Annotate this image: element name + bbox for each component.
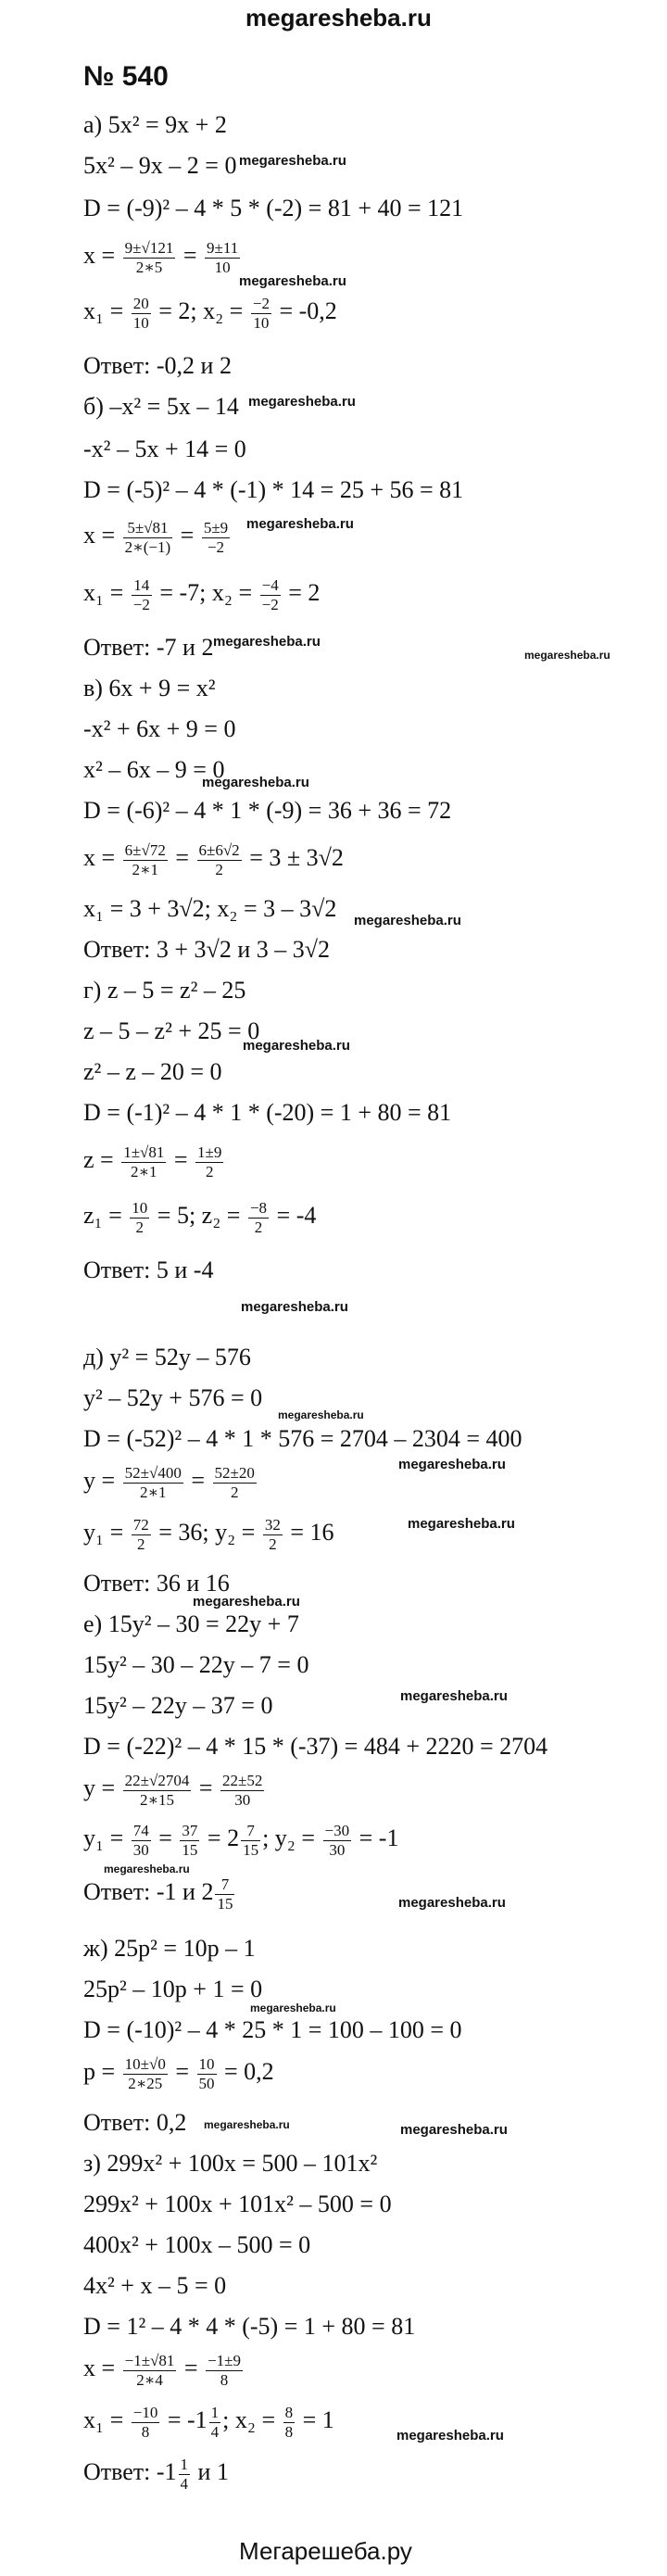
watermark: megaresheba.ru	[193, 1594, 300, 1610]
fraction: $\frac{52\pm√400}{2∗1}$	[124, 1464, 182, 1501]
z-answer: Ответ: -1 $\frac{1}{4}$ и 1	[83, 2456, 229, 2493]
g-line-5: z = $\frac{1\pm√81}{2∗1}$ = $\frac{1\pm 9}{2}$	[83, 1143, 222, 1181]
site-footer[interactable]: Мегарешеба.ру	[239, 2537, 412, 2565]
b-answer: Ответ: -7 и 2	[83, 634, 214, 661]
watermark: megaresheba.ru	[243, 1038, 350, 1054]
fraction: $\frac{9\pm√121}{2∗5}$	[124, 239, 174, 276]
zh-line-2: 25p² – 10p + 1 = 0	[83, 1976, 263, 2002]
zh-line-1: ж) 25p² = 10p – 1	[83, 1935, 256, 1962]
fraction: $\frac{22\pm√2704}{2∗15}$	[124, 1772, 190, 1809]
watermark: megaresheba.ru	[239, 273, 346, 289]
watermark: megaresheba.ru	[250, 2001, 336, 2014]
g-line-6: z₁ = $\frac{10}{2}$ = 5; z₂ = $\frac{-8}{2}$ = -4	[83, 1199, 317, 1236]
fraction: $\frac{6\pm√72}{2∗1}$	[124, 841, 166, 878]
site-header[interactable]: megaresheba.ru	[245, 4, 432, 32]
fraction: $\frac{9\pm 11}{10}$	[207, 239, 239, 276]
fraction: $\frac{1\pm√81}{2∗1}$	[123, 1143, 165, 1181]
zh-line-3: D = (-10)² – 4 * 25 * 1 = 100 – 100 = 0	[83, 2016, 462, 2043]
z-line-2: 299x² + 100x + 101x² – 500 = 0	[83, 2191, 392, 2217]
fraction: $\frac{72}{2}$	[132, 1516, 149, 1553]
d-answer: Ответ: 36 и 16	[83, 1570, 230, 1597]
fraction: $\frac{10}{2}$	[132, 1199, 148, 1236]
v-answer: Ответ: 3 + 3√2 и 3 – 3√2	[83, 936, 331, 963]
d-line-2: y² – 52y + 576 = 0	[83, 1384, 263, 1411]
e-answer: Ответ: -1 и 2 $\frac{7}{15}$	[83, 1875, 233, 1913]
watermark: megaresheba.ru	[398, 1457, 506, 1472]
a-line-1: а) 5x² = 9x + 2	[83, 111, 227, 138]
fraction: $\frac{-10}{8}$	[132, 2404, 158, 2441]
fraction: $\frac{74}{30}$	[132, 1822, 149, 1859]
fraction: $\frac{5\pm 9}{-2}$	[203, 519, 229, 556]
fraction: $\frac{37}{15}$	[182, 1822, 198, 1859]
zh-line-4: p = $\frac{10\pm√0}{2∗25}$ = $\frac{10}{50}$ = 0,2	[83, 2055, 274, 2092]
a-line-3: D = (-9)² – 4 * 5 * (-2) = 81 + 40 = 121	[83, 195, 464, 221]
fraction: $\frac{-30}{30}$	[324, 1822, 350, 1859]
fraction: $\frac{1}{4}$	[210, 2404, 220, 2441]
fraction: $\frac{20}{10}$	[132, 295, 149, 332]
v-line-4: D = (-6)² – 4 * 1 * (-9) = 36 + 36 = 72	[83, 797, 452, 824]
z-line-3: 400x² + 100x – 500 = 0	[83, 2231, 311, 2258]
b-line-3: D = (-5)² – 4 * (-1) * 14 = 25 + 56 = 81	[83, 476, 464, 503]
z-line-4: 4x² + x – 5 = 0	[83, 2272, 227, 2299]
z-line-6: x = $\frac{-1\pm√81}{2∗4}$ = $\frac{-1\pm 9}{8}$	[83, 2352, 242, 2389]
v-line-1: в) 6x + 9 = x²	[83, 675, 216, 701]
fraction: $\frac{-1\pm√81}{2∗4}$	[124, 2352, 175, 2389]
watermark: megaresheba.ru	[239, 153, 346, 169]
b-line-5: x₁ = $\frac{14}{-2}$ = -7; x₂ = $\frac{-4}{-2}$ = 2	[83, 576, 321, 613]
d-line-3: D = (-52)² – 4 * 1 * 576 = 2704 – 2304 = 400	[83, 1425, 522, 1452]
watermark: megaresheba.ru	[278, 1408, 364, 1421]
fraction: $\frac{22\pm 52}{30}$	[222, 1772, 263, 1809]
fraction: $\frac{-8}{2}$	[249, 1199, 268, 1236]
fraction: $\frac{10}{50}$	[198, 2055, 215, 2092]
fraction: $\frac{14}{-2}$	[132, 576, 150, 613]
a-line-2: 5x² – 9x – 2 = 0	[83, 152, 237, 179]
watermark: megaresheba.ru	[354, 913, 461, 928]
e-line-4: D = (-22)² – 4 * 15 * (-37) = 484 + 2220 = 2704	[83, 1733, 548, 1760]
watermark: megaresheba.ru	[213, 634, 321, 650]
z-line-5: D = 1² – 4 * 4 * (-5) = 1 + 80 = 81	[83, 2313, 416, 2340]
fraction: $\frac{7}{15}$	[243, 1822, 259, 1859]
e-line-3: 15y² – 22y – 37 = 0	[83, 1692, 273, 1719]
fraction: $\frac{-2}{10}$	[252, 295, 270, 332]
fraction: $\frac{10\pm√0}{2∗25}$	[124, 2055, 166, 2092]
watermark: megaresheba.ru	[241, 1299, 348, 1315]
e-line-6: y₁ = $\frac{74}{30}$ = $\frac{37}{15}$ = 2 $\frac{7}{15}$ ; y₂ = $\frac{-30}{30}$ = -1	[83, 1822, 399, 1859]
watermark: megaresheba.ru	[400, 1688, 508, 1704]
g-line-2: z – 5 – z² + 25 = 0	[83, 1017, 260, 1044]
watermark: megaresheba.ru	[400, 2122, 508, 2138]
fraction: $\frac{-1\pm 9}{8}$	[208, 2352, 242, 2389]
fraction: $\frac{7}{15}$	[217, 1875, 233, 1913]
fraction: $\frac{32}{2}$	[264, 1516, 281, 1553]
a-line-5: x₁ = $\frac{20}{10}$ = 2; x₂ = $\frac{-2}{10}$ = -0,2	[83, 295, 337, 332]
d-line-5: y₁ = $\frac{72}{2}$ = 36; y₂ = $\frac{32}{2}$ = 16	[83, 1516, 334, 1553]
v-line-6: x₁ = 3 + 3√2; x₂ = 3 – 3√2	[83, 895, 337, 922]
g-line-4: D = (-1)² – 4 * 1 * (-20) = 1 + 80 = 81	[83, 1099, 452, 1126]
watermark: megaresheba.ru	[202, 775, 309, 790]
b-line-2: -x² – 5x + 14 = 0	[83, 436, 246, 462]
d-line-4: y = $\frac{52\pm√400}{2∗1}$ = $\frac{52\pm 20}{2}$	[83, 1464, 255, 1501]
watermark: megaresheba.ru	[204, 2118, 290, 2131]
problem-number: № 540	[83, 61, 169, 92]
e-line-5: y = $\frac{22\pm√2704}{2∗15}$ = $\frac{22\pm 52}{30}$	[83, 1772, 263, 1809]
watermark: megaresheba.ru	[246, 516, 354, 532]
zh-answer: Ответ: 0,2	[83, 2109, 187, 2136]
g-line-3: z² – z – 20 = 0	[83, 1058, 222, 1085]
watermark: megaresheba.ru	[408, 1516, 515, 1532]
fraction: $\frac{52\pm 20}{2}$	[214, 1464, 255, 1501]
b-line-4: x = $\frac{5\pm√81}{2∗(-1)}$ = $\frac{5\pm 9}{-2}$	[83, 519, 229, 556]
a-line-4: x = $\frac{9\pm√121}{2∗5}$ = $\frac{9\pm 11}{10}$	[83, 239, 239, 276]
d-line-1: д) y² = 52y – 576	[83, 1344, 251, 1370]
z-line-1: з) 299x² + 100x = 500 – 101x²	[83, 2150, 378, 2177]
watermark: megaresheba.ru	[396, 2428, 504, 2443]
fraction: $\frac{5\pm√81}{2∗(-1)}$	[124, 519, 171, 556]
a-answer: Ответ: -0,2 и 2	[83, 352, 232, 379]
v-line-5: x = $\frac{6\pm√72}{2∗1}$ = $\frac{6\pm 6√2}{2}$ = 3 ± 3√2	[83, 841, 344, 878]
v-line-3: x² – 6x – 9 = 0	[83, 756, 225, 783]
e-line-1: е) 15y² – 30 = 22y + 7	[83, 1610, 299, 1637]
fraction: $\frac{1\pm 9}{2}$	[197, 1143, 222, 1181]
watermark: megaresheba.ru	[398, 1895, 506, 1911]
fraction: $\frac{-4}{-2}$	[261, 576, 279, 613]
g-line-1: г) z – 5 = z² – 25	[83, 977, 246, 1004]
watermark: megaresheba.ru	[524, 649, 610, 662]
fraction: $\frac{8}{8}$	[284, 2404, 294, 2441]
v-line-2: -x² + 6x + 9 = 0	[83, 715, 236, 742]
e-line-2: 15y² – 30 – 22y – 7 = 0	[83, 1651, 309, 1678]
b-line-1: б) –x² = 5x – 14	[83, 393, 239, 420]
fraction: $\frac{1}{4}$	[180, 2456, 189, 2493]
z-line-7: x₁ = $\frac{-10}{8}$ = -1 $\frac{1}{4}$ ; x₂ = $\frac{8}{8}$ = 1	[83, 2404, 334, 2441]
g-answer: Ответ: 5 и -4	[83, 1256, 214, 1283]
watermark: megaresheba.ru	[104, 1863, 190, 1875]
watermark: megaresheba.ru	[248, 394, 356, 410]
fraction: $\frac{6\pm 6√2}{2}$	[198, 841, 240, 878]
